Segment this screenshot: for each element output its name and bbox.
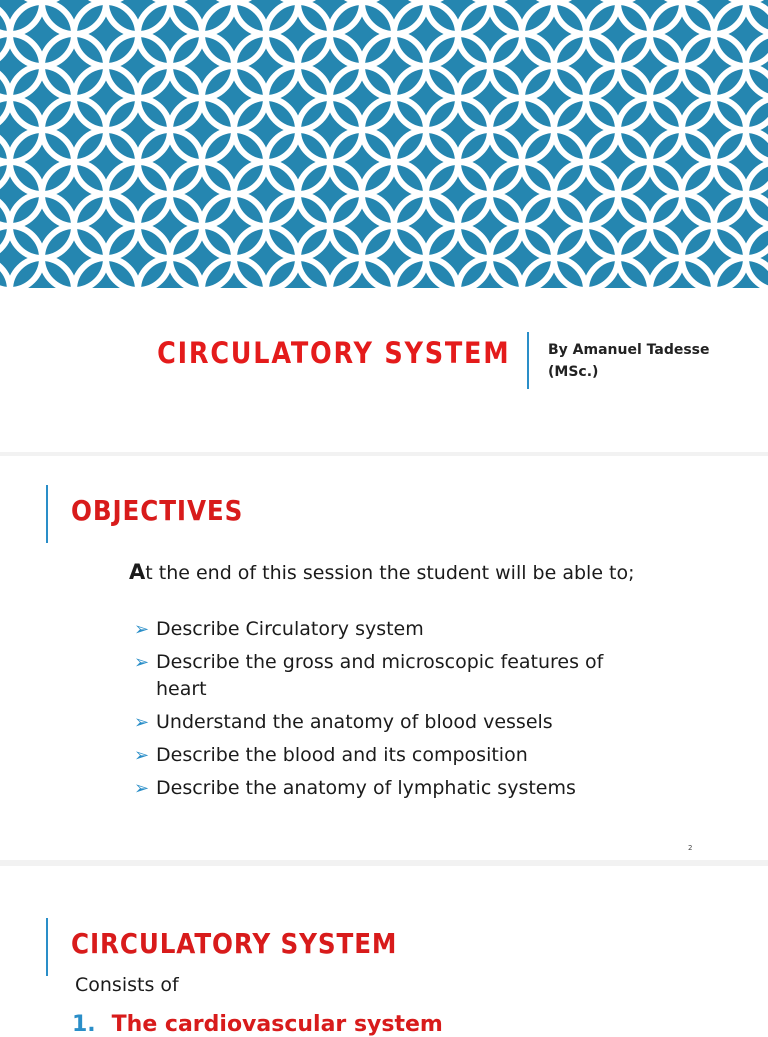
page-number: 2	[688, 844, 693, 852]
objective-text: Describe the gross and microscopic features of heart	[156, 651, 604, 700]
list-item	[134, 616, 654, 643]
title-divider	[527, 332, 529, 389]
heading-accent-bar	[46, 485, 48, 543]
circulatory-system-slide	[0, 866, 768, 1037]
intro-rest: t the end of this session the student will be able to;	[145, 562, 635, 584]
presentation-title: CIRCULATORY SYSTEM	[156, 336, 510, 370]
slide-heading: OBJECTIVES	[71, 494, 244, 527]
objectives-slide	[0, 456, 768, 860]
item-text: The cardiovascular system	[111, 1012, 443, 1037]
arrow-bullet-icon: ➢	[134, 778, 150, 799]
intro-first-letter: A	[129, 560, 146, 584]
list-item	[134, 709, 654, 736]
arrow-bullet-icon: ➢	[134, 745, 150, 766]
list-item	[134, 742, 654, 769]
decorative-pattern-banner	[0, 0, 768, 288]
title-slide	[0, 0, 768, 452]
objectives-list	[134, 616, 654, 808]
item-number: 1.	[72, 1012, 96, 1037]
consists-of-text: Consists of	[75, 974, 179, 996]
objective-text: Describe the blood and its composition	[156, 744, 528, 766]
arrow-bullet-icon: ➢	[134, 619, 150, 640]
intro-text	[129, 559, 649, 586]
objective-text: Describe Circulatory system	[156, 618, 424, 640]
author-name: By Amanuel Tadesse	[548, 342, 710, 358]
list-item	[134, 649, 654, 703]
objective-text: Understand the anatomy of blood vessels	[156, 711, 553, 733]
arrow-bullet-icon: ➢	[134, 652, 150, 673]
author-degree: (MSc.)	[548, 364, 599, 380]
objective-text: Describe the anatomy of lymphatic systems	[156, 777, 576, 799]
list-item	[72, 1012, 443, 1037]
heading-accent-bar	[46, 918, 48, 976]
slide-heading: CIRCULATORY SYSTEM	[71, 927, 398, 960]
author-block	[548, 339, 748, 383]
list-item	[134, 775, 654, 802]
arrow-bullet-icon: ➢	[134, 712, 150, 733]
